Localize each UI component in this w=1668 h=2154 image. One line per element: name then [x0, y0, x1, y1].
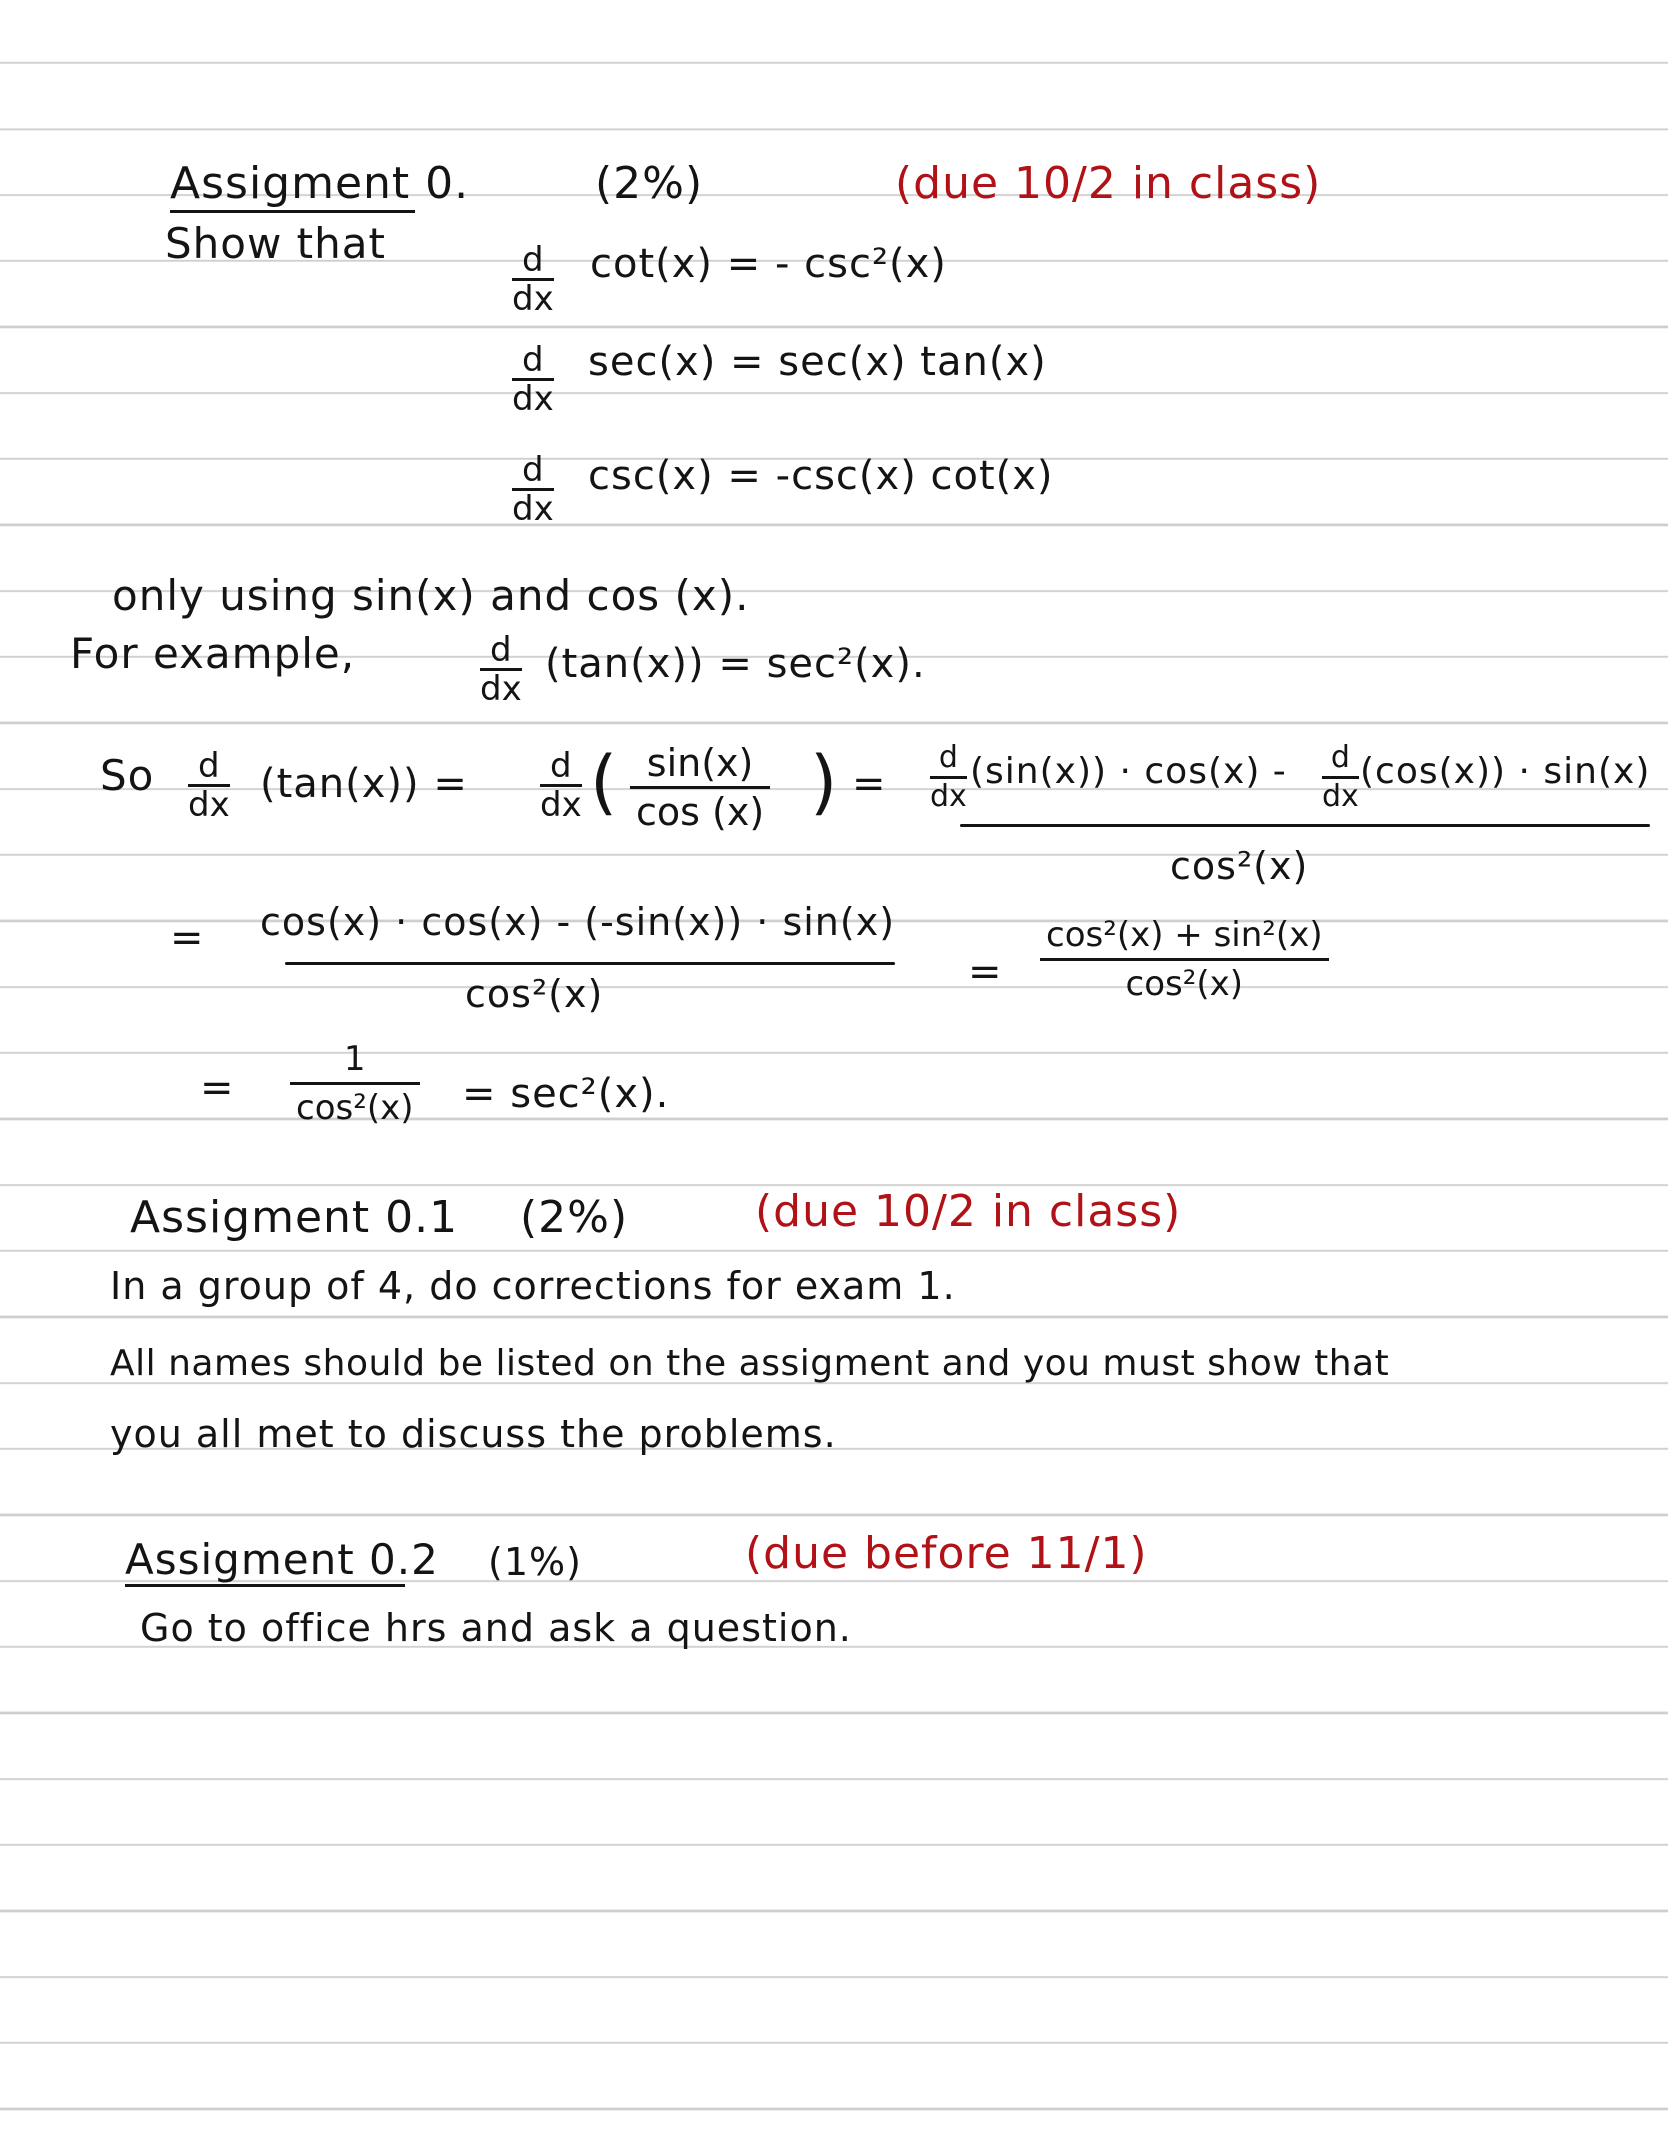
quotient-numerator-part-a: (sin(x)) · cos(x) - [970, 751, 1287, 792]
assignment-0-title-underline [170, 210, 415, 213]
fraction-numerator: 1 [343, 1039, 366, 1079]
quotient-fraction-bar [960, 824, 1650, 827]
d-numerator: d [522, 450, 544, 490]
only-using-line: only using sin(x) and cos (x). [112, 571, 750, 620]
assignment-01-line3: you all met to discuss the problems. [110, 1412, 837, 1456]
derivative-operator-3 [512, 452, 554, 527]
assignment-01-weight: (2%) [520, 1192, 629, 1243]
step4-result: = sec²(x). [462, 1071, 670, 1117]
dx-denominator: dx [512, 489, 554, 529]
dx-denominator: dx [512, 379, 554, 419]
derivative-operator-2 [512, 342, 554, 417]
dx-denominator: dx [188, 785, 230, 825]
dx-denominator: dx [480, 669, 522, 709]
d-numerator: d [550, 746, 572, 786]
assignment-01-line2: All names should be listed on the assigment and you must show that [110, 1343, 1390, 1384]
equals-sign-3: = [968, 949, 1003, 995]
step3-fraction [1040, 912, 1329, 1007]
for-example-label: For example, [70, 629, 356, 678]
assignment-02-title-underline [125, 1584, 405, 1587]
equation-sec: sec(x) = sec(x) tan(x) [588, 339, 1047, 385]
dx-denominator: dx [512, 279, 554, 319]
equals-sign-4: = [200, 1065, 235, 1111]
equals-sign-2: = [170, 915, 205, 961]
fraction-denominator: cos²(x) [296, 1088, 414, 1128]
example-expression: (tan(x)) = sec²(x). [545, 641, 926, 687]
fraction-numerator: sin(x) [646, 741, 754, 785]
d-numerator: d [1330, 740, 1350, 775]
assignment-01-title: Assigment 0.1 [130, 1192, 459, 1243]
equation-cot: cot(x) = - csc²(x) [590, 241, 947, 287]
so-label: So [100, 751, 155, 800]
derivative-operator-so [188, 748, 230, 823]
d-numerator: d [490, 630, 512, 670]
derivative-operator-so-2 [540, 748, 582, 823]
assignment-02-line1: Go to office hrs and ask a question. [140, 1606, 852, 1650]
sin-over-cos-fraction [630, 740, 770, 835]
assignment-01-due: (due 10/2 in class) [755, 1186, 1182, 1237]
assignment-02-due: (due before 11/1) [745, 1528, 1148, 1579]
d-numerator: d [522, 340, 544, 380]
derivative-operator-1 [512, 242, 554, 317]
equals-sign-1: = [852, 761, 887, 807]
derivative-operator-example [480, 632, 522, 707]
so-tan-expression: (tan(x)) = [260, 761, 468, 807]
assignment-02-weight: (1%) [488, 1540, 582, 1584]
dx-denominator: dx [540, 785, 582, 825]
open-paren: ( [590, 741, 619, 823]
assignment-0-due: (due 10/2 in class) [895, 158, 1322, 209]
derivative-operator-quot-1 [930, 740, 967, 815]
d-numerator: d [522, 240, 544, 280]
assignment-0-weight: (2%) [595, 158, 704, 209]
assignment-02-title: Assigment 0.2 [125, 1535, 439, 1584]
step4-fraction [290, 1036, 420, 1131]
close-paren: ) [810, 741, 839, 823]
fraction-denominator: cos²(x) [1125, 964, 1244, 1004]
step2-denominator: cos²(x) [465, 972, 604, 1016]
d-numerator: d [198, 746, 220, 786]
step2-numerator: cos(x) · cos(x) - (-sin(x)) · sin(x) [260, 900, 896, 944]
dx-denominator: dx [1322, 779, 1359, 814]
equation-csc: csc(x) = -csc(x) cot(x) [588, 453, 1054, 499]
derivative-operator-quot-2 [1322, 740, 1359, 815]
quotient-denominator: cos²(x) [1170, 844, 1309, 888]
step2-fraction-bar [285, 962, 895, 965]
show-that-label: Show that [165, 219, 386, 268]
dx-denominator: dx [930, 779, 967, 814]
quotient-numerator-part-b: (cos(x)) · sin(x) [1360, 751, 1651, 792]
fraction-denominator: cos (x) [636, 790, 765, 834]
d-numerator: d [938, 740, 958, 775]
assignment-01-line1: In a group of 4, do corrections for exam 1. [110, 1264, 956, 1308]
assignment-0-title: Assigment 0. [170, 158, 470, 209]
fraction-numerator: cos²(x) + sin²(x) [1046, 915, 1323, 955]
